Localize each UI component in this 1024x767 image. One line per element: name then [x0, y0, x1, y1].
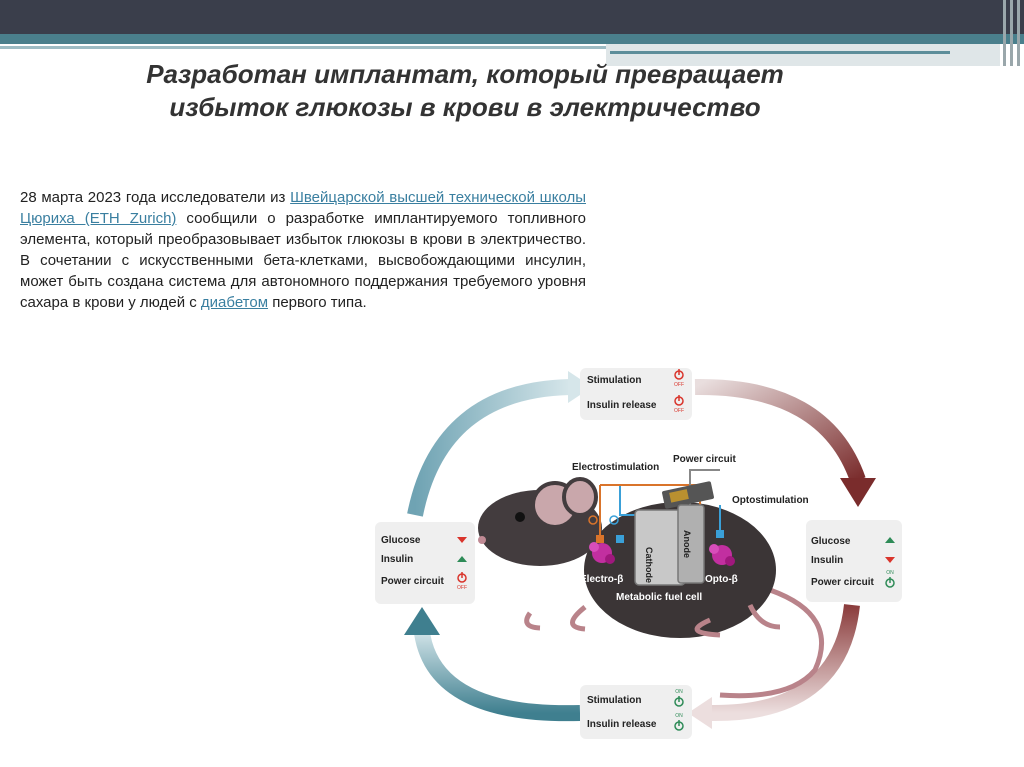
- mouse-eye: [515, 512, 525, 522]
- title-line-1: Разработан имплантат, который превращает: [146, 59, 784, 89]
- glucose-label: Glucose: [811, 536, 851, 547]
- top-status-box: [580, 368, 692, 420]
- body-paragraph: [20, 187, 586, 313]
- state-label: OFF: [674, 408, 684, 414]
- insulin-release-label: Insulin release: [587, 400, 657, 411]
- optostimulation-label: Optostimulation: [732, 495, 809, 506]
- state-label: OFF: [457, 585, 467, 591]
- power-circuit-label: Power circuit: [381, 576, 444, 587]
- teal-stripe: [0, 34, 1024, 44]
- title-line-2: избыток глюкозы в крови в электричество: [169, 92, 761, 122]
- state-label: OFF: [674, 382, 684, 388]
- insulin-label: Insulin: [381, 554, 414, 565]
- implant-diagram: [370, 365, 905, 745]
- state-label: ON: [675, 689, 683, 695]
- arrow-bottom-left: [422, 633, 580, 713]
- left-status-box: [375, 522, 475, 604]
- state-label: ON: [886, 570, 894, 576]
- glucose-label: Glucose: [381, 535, 421, 546]
- diabetes-link[interactable]: диабетом: [200, 294, 269, 311]
- power-circuit-label: Power circuit: [811, 577, 874, 588]
- stimulation-label: Stimulation: [587, 695, 642, 706]
- mouse-paw: [573, 607, 586, 629]
- top-bar: [0, 0, 1024, 34]
- insulin-release-label: Insulin release: [587, 719, 657, 730]
- arrowhead: [840, 478, 876, 507]
- vertical-stripe: [1003, 0, 1006, 66]
- mouse-ear: [564, 479, 596, 515]
- right-status-box: [806, 520, 902, 602]
- electrostimulation-label: Electrostimulation: [572, 462, 660, 473]
- state-label: ON: [675, 713, 683, 719]
- anode-label: Anode: [682, 530, 692, 558]
- eth-zurich-link[interactable]: Швейцарской высшей технической школы Цюриха (ETH Zurich): [20, 189, 586, 227]
- vertical-stripe: [1010, 0, 1013, 66]
- slide-title: [60, 58, 870, 124]
- bottom-status-box: [580, 685, 692, 739]
- cathode-label: Cathode: [644, 547, 654, 583]
- arrowhead: [404, 607, 440, 635]
- opto-beta-label: Opto-β: [705, 574, 738, 585]
- electro-beta-label: Electro-β: [580, 574, 624, 585]
- metabolic-fuel-cell-label: Metabolic fuel cell: [616, 592, 703, 603]
- mouse-paw: [527, 613, 540, 628]
- paragraph-text: 28 марта 2023 года исследователи из: [20, 189, 291, 206]
- paragraph-text: сообщили о разработке имплантируемого топливного элемента, который преобразовывает избыток глюкозы в крови в электричество. В сочетании с искусственными бета-клетками, высвобождающими инсулин, может быть создана система для автономного поддержания требуемого уровня сахара в крови у людей с: [20, 210, 587, 311]
- insulin-label: Insulin: [811, 555, 844, 566]
- vertical-stripe: [1017, 0, 1020, 66]
- mouse-nose: [478, 536, 486, 544]
- fuel-cell: [635, 505, 704, 585]
- stimulation-label: Stimulation: [587, 375, 642, 386]
- arrow-top-right: [695, 387, 858, 480]
- paragraph-text: первого типа.: [268, 294, 367, 311]
- power-circuit-label: Power circuit: [673, 454, 736, 465]
- accent-stripe: [610, 51, 950, 54]
